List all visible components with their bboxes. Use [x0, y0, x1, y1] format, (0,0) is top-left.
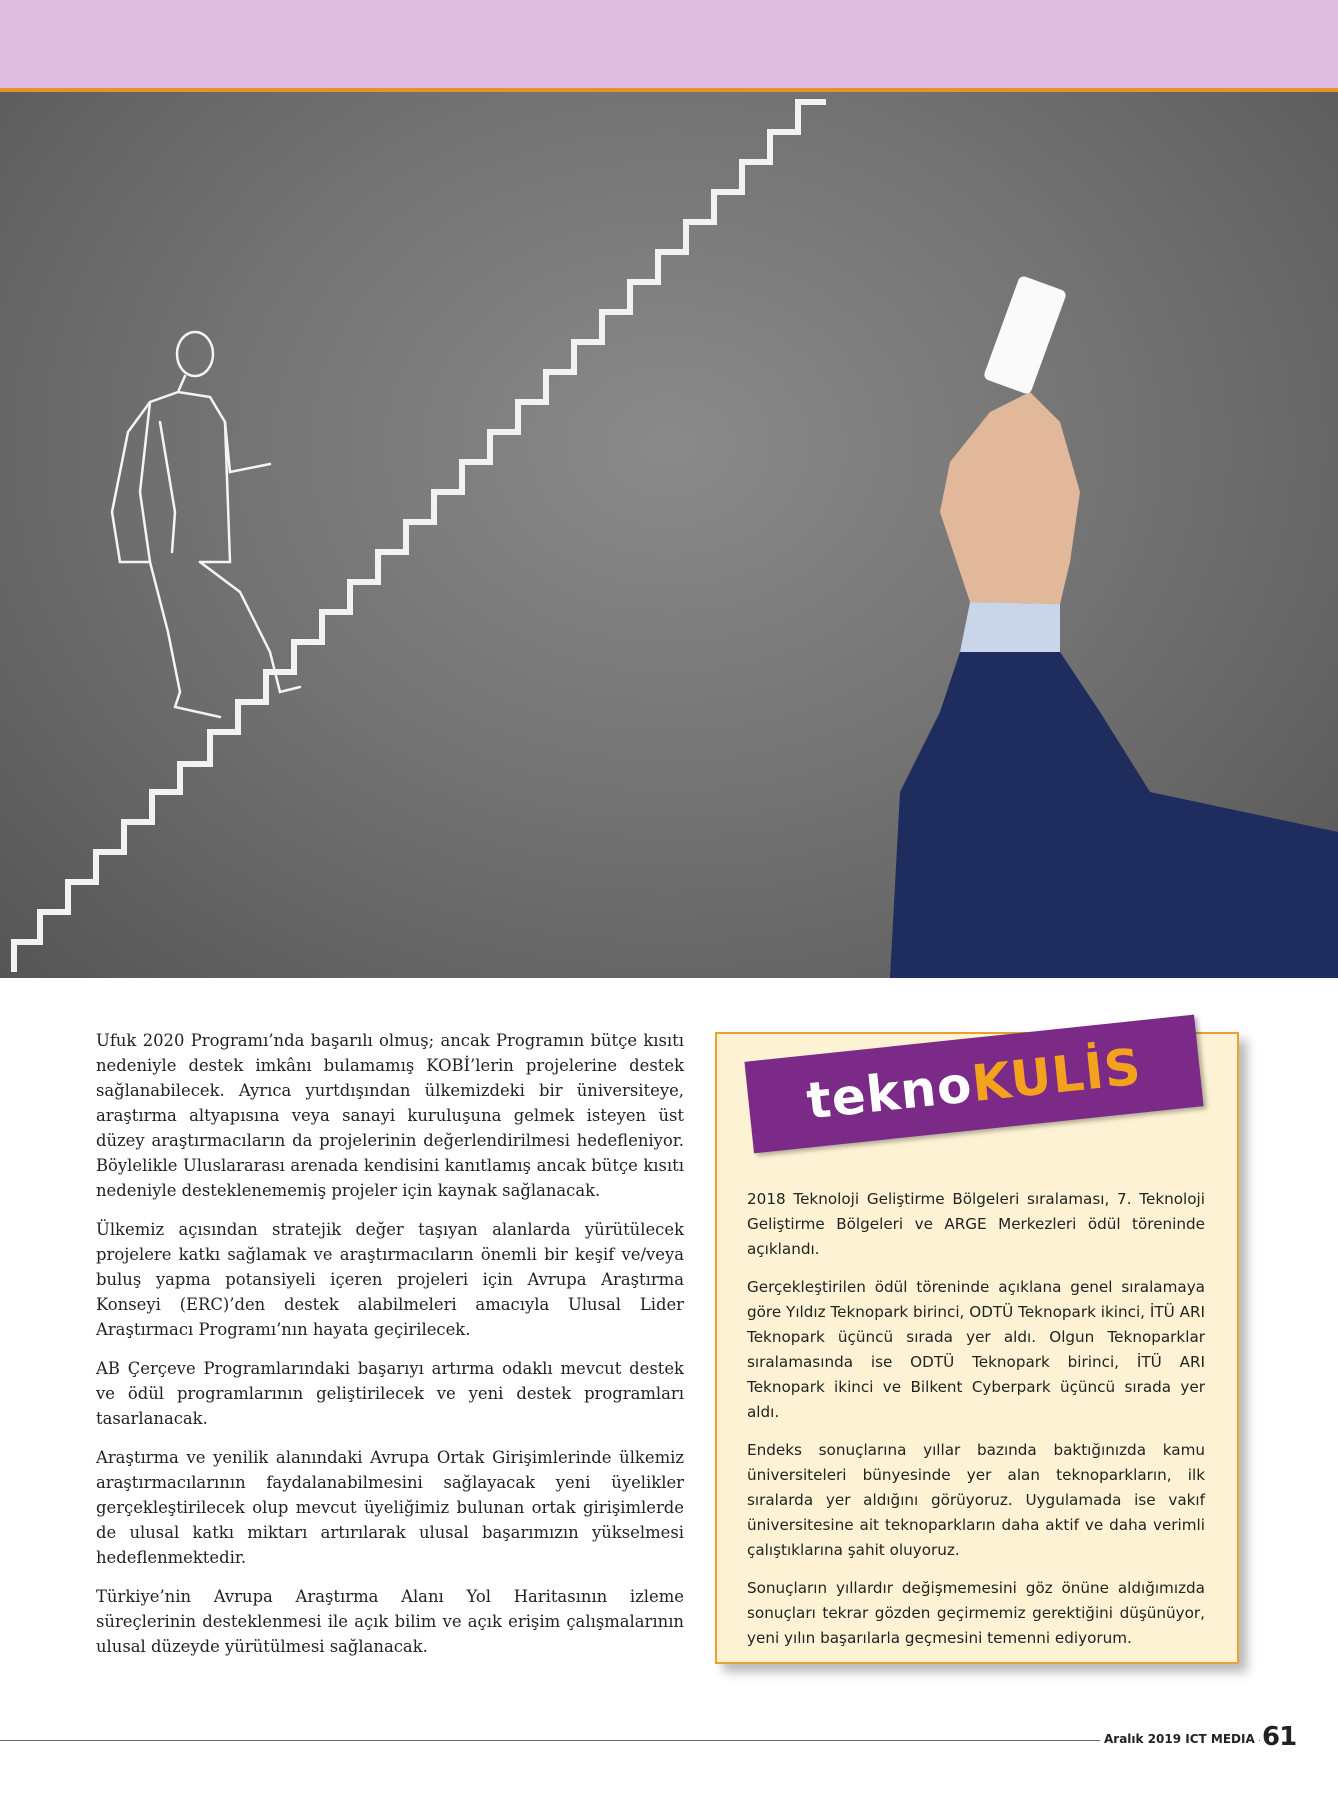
page-number: 61 — [1262, 1722, 1297, 1752]
suit-arm — [890, 652, 1338, 978]
footer-rule — [0, 1740, 1260, 1741]
banner-title-part1: tekno — [803, 1055, 976, 1131]
article-paragraph: AB Çerçeve Programlarındaki başarıyı artırma odaklı mevcut destek ve ödül programlarının geliştirilecek ve yeni destek programları tasarlanacak. — [96, 1359, 684, 1428]
article-paragraph: Türkiye’nin Avrupa Araştırma Alanı Yol Haritasının izleme süreçlerinin desteklenmesi ile açık bilim ve açık erişim çalışmalarının ulusal düzeyde yürütülmesi sağlanacak. — [96, 1587, 684, 1656]
article-paragraph: Ufuk 2020 Programı’nda başarılı olmuş; ancak Programın bütçe kısıtı nedeniyle destek imkânı bulamamış KOBİ’lerin projelerine destek sağlanabilecek. Ayrıca yurtdışından ülkemizdeki bir üniversiteye, araştırma altyapısına veya sanayi kuruluşuna gelmek isteyen üst düzey araştırmacıların da projelerinin değerlendirilmesi hedefleniyor. Böylelikle Uluslararası arenada kendisini kanıtlamış ancak bütçe kısıtı nedeniyle desteklenememiş projeler için kaynak sağlanacak. — [96, 1031, 684, 1200]
chalk-stick — [983, 275, 1068, 395]
sidebar-text — [747, 1187, 1205, 1664]
shirt-cuff — [960, 602, 1060, 652]
article-paragraph: Ülkemiz açısından stratejik değer taşıyan alanlarda yürütülecek projelere katkı sağlamak ve araştırmacıların önemli bir keşif ve/veya buluş yapma potansiyeli içeren projeleri için Avrupa Araştırma Konseyi (ERC)’den destek alabilmeleri amacıyla Ulusal Lider Araştırmacı Programı’nın hayata geçirilecek. — [96, 1220, 684, 1339]
footer-issue-label: Aralık 2019 ICT MEDIA — [1100, 1732, 1259, 1746]
chalk-staircase — [14, 102, 826, 972]
banner-title-part2: KULİS — [969, 1037, 1145, 1114]
article-paragraph: Araştırma ve yenilik alanındaki Avrupa Ortak Girişimlerinde ülkemiz araştırmacılarının faydalanabilmesini sağlayacak yeni üyelikler gerçekleştirilecek olup mevcut üyeliğimiz bulunan ortak girişimlerde de ulusal katkı miktarı artırılarak ulusal başarımızın yükselmesi hedeflenmektedir. — [96, 1448, 684, 1567]
top-color-band — [0, 0, 1338, 92]
chalk-man-figure — [112, 332, 300, 717]
hero-photo-chalk-stairs — [0, 92, 1338, 978]
hand — [940, 392, 1080, 604]
sidebar-paragraph: Endeks sonuçlarına yıllar bazında baktığınızda kamu üniversiteleri bünyesinde yer alan teknoparkların, ilk sıralarda yer aldığını görüyoruz. Uygulamada ise vakıf üniversitesine ait teknoparkların daha aktif ve daha verimli çalıştıklarına şahit oluyoruz. — [747, 1441, 1205, 1559]
sidebar-paragraph: Gerçekleştirilen ödül töreninde açıklana genel sıralamaya göre Yıldız Teknopark birinci, ODTÜ Teknopark ikinci, İTÜ ARI Teknopark üçüncü sırada yer aldı. Olgun Teknoparklar sıralamasında ise ODTÜ Teknopark birinci, İTÜ ARI Teknopark ikinci ve Bilkent Cyberpark üçüncü sırada yer aldı. — [747, 1278, 1205, 1421]
chalk-stairs-illustration — [0, 92, 1338, 978]
main-article-column — [96, 1028, 684, 1673]
sidebar-paragraph: Sonuçların yıllardır değişmemesini göz önüne aldığımızda sonuçları tekrar gözden geçirmemiz gerektiğini düşünüyor, yeni yılın başarılarla geçmesini temenni ediyorum. — [747, 1579, 1205, 1647]
sidebar-paragraph: 2018 Teknoloji Geliştirme Bölgeleri sıralaması, 7. Teknoloji Geliştirme Bölgeleri ve ARGE Merkezleri ödül töreninde açıklandı. — [747, 1190, 1205, 1258]
